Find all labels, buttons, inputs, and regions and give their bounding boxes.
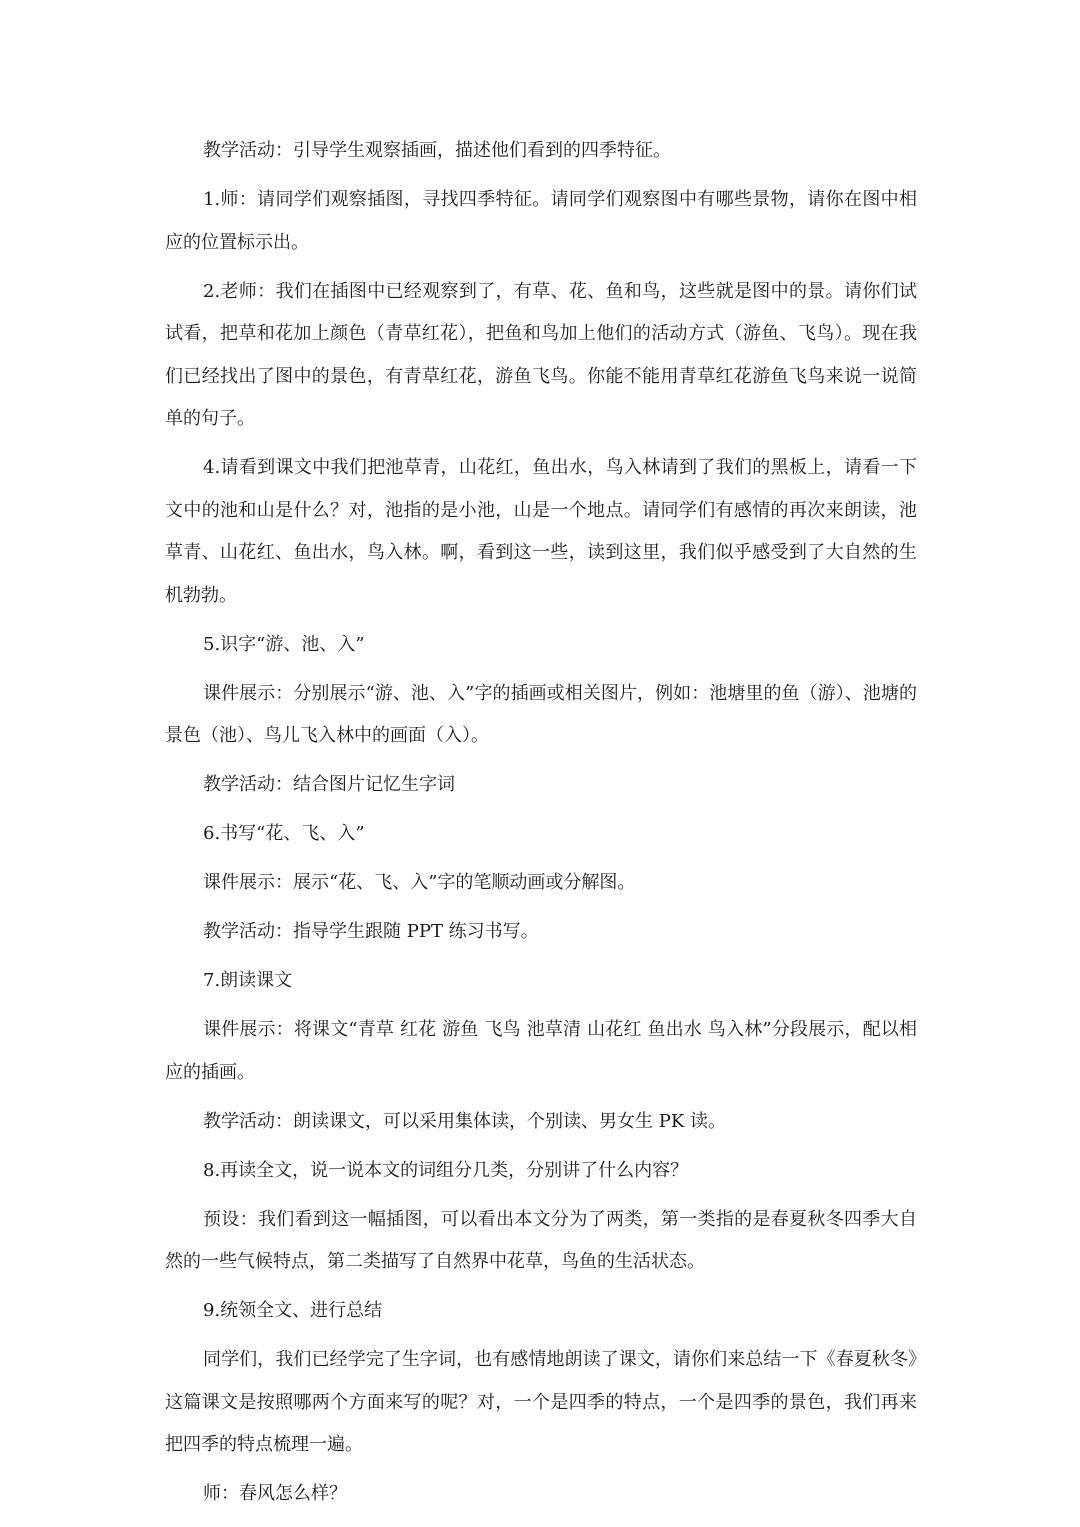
paragraph-courseware-display-1: 课件展示：分别展示“游、池、入”字的插画或相关图片，例如：池塘里的鱼（游）、池塘的景色（池）、鸟儿飞入林中的画面（入）。 bbox=[165, 682, 917, 746]
paragraph-step-9-heading: 9.统领全文、进行总结 bbox=[203, 1300, 383, 1321]
paragraph-step-7-heading: 7.朗读课文 bbox=[203, 970, 293, 991]
paragraph-step-1: 1.师：请同学们观察插图，寻找四季特征。请同学们观察图中有哪些景物，请你在图中相应的位置标示出。 bbox=[165, 189, 917, 253]
paragraph-summary: 同学们，我们已经学完了生字词，也有感情地朗读了课文，请你们来总结一下《春夏秋冬》这篇课文是按照哪两个方面来写的呢？对，一个是四季的特点，一个是四季的景色，我们再来把四季的特点梳理一遍。 bbox=[165, 1349, 917, 1455]
paragraph-teaching-activity-1: 教学活动：引导学生观察插画，描述他们看到的四季特征。 bbox=[203, 140, 671, 161]
paragraph-teaching-activity-4: 教学活动：朗读课文，可以采用集体读，个别读、男女生 PK 读。 bbox=[203, 1110, 726, 1132]
paragraph-preset-answer: 预设：我们看到这一幅插图，可以看出本文分为了两类，第一类指的是春夏秋冬四季大自然的一些气候特点，第二类描写了自然界中花草，鸟鱼的生活状态。 bbox=[165, 1208, 917, 1272]
paragraph-teaching-activity-3: 教学活动：指导学生跟随 PPT 练习书写。 bbox=[203, 921, 539, 942]
paragraph-step-6-heading: 6.书写“花、飞、入” bbox=[203, 823, 365, 844]
paragraph-step-8-heading: 8.再读全文，说一说本文的词组分几类，分别讲了什么内容？ bbox=[203, 1159, 689, 1181]
paragraph-courseware-display-2: 课件展示：展示“花、飞、入”字的笔顺动画或分解图。 bbox=[203, 872, 636, 893]
paragraph-teaching-activity-2: 教学活动：结合图片记忆生字词 bbox=[203, 774, 455, 795]
paragraph-courseware-display-3: 课件展示：将课文“青草 红花 游鱼 飞鸟 池草清 山花红 鱼出水 鸟入林”分段展示，配以相应的插画。 bbox=[165, 1019, 917, 1083]
paragraph-step-2: 2.老师：我们在插图中已经观察到了，有草、花、鱼和鸟，这些就是图中的景。请你们试试看，把草和花加上颜色（青草红花），把鱼和鸟加上他们的活动方式（游鱼、飞鸟）。现在我们已经找出了图中的景色，有青草红花，游鱼飞鸟。你能不能用青草红花游鱼飞鸟来说一说简单的句子。 bbox=[165, 280, 917, 429]
paragraph-step-5-heading: 5.识字“游、池、入” bbox=[203, 633, 365, 655]
paragraph-teacher-question: 师：春风怎么样？ bbox=[203, 1483, 347, 1504]
document-body bbox=[165, 130, 917, 1522]
paragraph-step-4: 4.请看到课文中我们把池草青，山花红，鱼出水，鸟入林请到了我们的黑板上，请看一下文中的池和山是什么？对，池指的是小池，山是一个地点。请同学们有感情的再次来朗读，池草青、山花红、鱼出水，鸟入林。啊，看到这一些，读到这里，我们似乎感受到了大自然的生机勃勃。 bbox=[165, 457, 917, 606]
